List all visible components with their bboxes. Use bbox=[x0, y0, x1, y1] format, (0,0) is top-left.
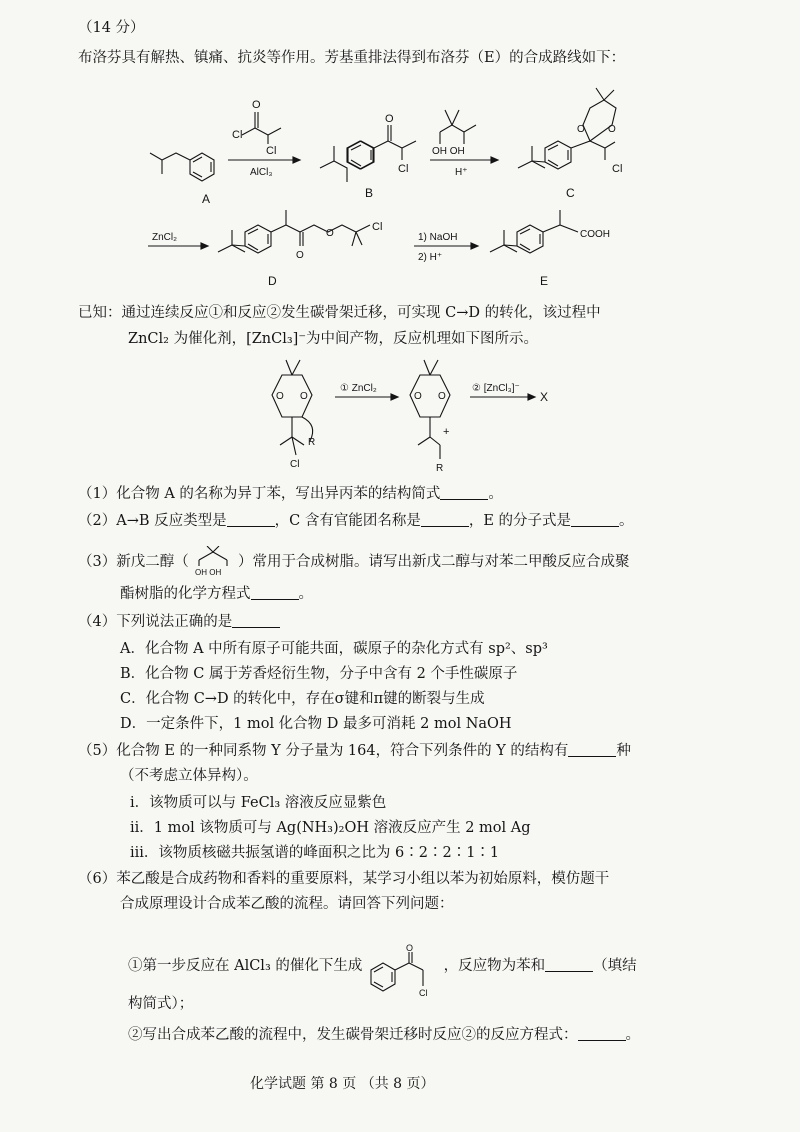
answer-blank[interactable] bbox=[421, 512, 469, 527]
known-line-1: 已知：通过连续反应①和反应②发生碳骨架迁移，可实现 C→D 的转化，该过程中 bbox=[78, 305, 601, 321]
label-E: E bbox=[540, 274, 549, 288]
svg-text:O: O bbox=[385, 113, 394, 125]
svg-text:O: O bbox=[405, 944, 413, 953]
question-6-line-1: （6）苯乙酸是合成药物和香料的重要原料，某学习小组以苯为初始原料，模仿题干 bbox=[78, 871, 610, 887]
reagent-acyl-chloride bbox=[242, 112, 281, 144]
question-6-line-2: 合成原理设计合成苯乙酸的流程。请回答下列问题： bbox=[120, 896, 454, 912]
label-C: C bbox=[566, 186, 575, 200]
svg-text:O: O bbox=[252, 99, 261, 111]
svg-text:O: O bbox=[414, 391, 422, 402]
svg-text:O: O bbox=[608, 124, 616, 135]
svg-text:COOH: COOH bbox=[580, 229, 610, 240]
answer-blank[interactable] bbox=[568, 742, 616, 757]
known-line-2: ZnCl₂ 为催化剂，[ZnCl₃]⁻为中间产物，反应机理如下图所示。 bbox=[128, 331, 538, 347]
svg-text:OH OH: OH OH bbox=[195, 568, 222, 576]
svg-text:+: + bbox=[443, 426, 450, 438]
svg-text:① ZnCl₂: ① ZnCl₂ bbox=[340, 383, 377, 394]
question-5: （5）化合物 E 的一种同系物 Y 分子量为 164，符合下列条件的 Y 的结构有 种 bbox=[78, 743, 631, 759]
option-B: B．化合物 C 属于芳香烃衍生物，分子中含有 2 个手性碳原子 bbox=[120, 666, 518, 682]
svg-text:OH OH: OH OH bbox=[432, 146, 465, 157]
svg-text:O: O bbox=[326, 228, 334, 239]
compound-E-structure bbox=[490, 210, 578, 253]
answer-blank[interactable] bbox=[545, 957, 593, 972]
question-6-part-1: ①第一步反应在 AlCl₃ 的催化下生成 O Cl ，反应物为苯和 （填结 bbox=[128, 944, 637, 998]
question-5-note: （不考虑立体异构）。 bbox=[120, 768, 258, 784]
svg-text:Cl: Cl bbox=[612, 163, 623, 175]
question-4: （4）下列说法正确的是 bbox=[78, 611, 280, 633]
question-2: （2）A→B 反应类型是 ，C 含有官能团名称是 ，E 的分子式是 。 bbox=[78, 513, 634, 529]
synthesis-scheme bbox=[0, 80, 800, 295]
answer-blank[interactable] bbox=[571, 512, 619, 527]
svg-text:Cl: Cl bbox=[232, 129, 243, 141]
question-1: （1）化合物 A 的名称为异丁苯，写出异丙苯的结构简式 。 bbox=[78, 486, 503, 502]
svg-text:Cl: Cl bbox=[372, 221, 383, 233]
svg-text:Cl: Cl bbox=[266, 145, 277, 157]
label-B: B bbox=[365, 186, 374, 200]
question-6-part-2: ②写出合成苯乙酸的流程中，发生碳骨架迁移时反应②的反应方程式： 。 bbox=[128, 1027, 640, 1043]
answer-blank[interactable] bbox=[440, 485, 488, 500]
answer-blank[interactable] bbox=[232, 613, 280, 628]
option-C: C．化合物 C→D 的转化中，存在σ键和π键的断裂与生成 bbox=[120, 691, 485, 707]
label-A: A bbox=[202, 192, 211, 206]
svg-text:O: O bbox=[438, 391, 446, 402]
answer-blank[interactable] bbox=[578, 1026, 626, 1041]
reagent-neopentyl-glycol bbox=[440, 110, 476, 144]
svg-text:② [ZnCl₃]⁻: ② [ZnCl₃]⁻ bbox=[472, 383, 520, 394]
score-label: （14 分） bbox=[78, 20, 145, 36]
neopentyl-glycol-structure bbox=[193, 546, 233, 576]
option-D: D．一定条件下，1 mol 化合物 D 最多可消耗 2 mol NaOH bbox=[120, 716, 512, 732]
compound-C-structure bbox=[518, 88, 616, 169]
option-A: A．化合物 A 中所有原子可能共面，碳原子的杂化方式有 sp²、sp³ bbox=[120, 641, 548, 657]
svg-text:O: O bbox=[296, 250, 304, 261]
svg-text:1) NaOH: 1) NaOH bbox=[418, 232, 458, 243]
label-D: D bbox=[268, 274, 277, 288]
svg-text:Cl: Cl bbox=[290, 459, 300, 470]
answer-blank[interactable] bbox=[227, 512, 275, 527]
svg-text:R: R bbox=[436, 463, 444, 474]
answer-blank[interactable] bbox=[251, 585, 299, 600]
mechanism-diagram bbox=[240, 355, 580, 475]
svg-text:O: O bbox=[300, 391, 308, 402]
question-6-part-1-cont: 构简式）； bbox=[128, 996, 194, 1012]
svg-text:X: X bbox=[540, 390, 549, 404]
svg-text:ZnCl₂: ZnCl₂ bbox=[152, 232, 177, 243]
condition-iii: iii．该物质核磁共振氢谱的峰面积之比为 6∶2∶2∶1∶1 bbox=[130, 845, 500, 861]
svg-text:Cl: Cl bbox=[418, 988, 428, 998]
question-3-line-1: （3）新戊二醇（ OH OH ）常用于合成树脂。请写出新戊二醇与对苯二甲酸反应合成聚 bbox=[78, 546, 629, 576]
svg-text:Cl: Cl bbox=[398, 163, 409, 175]
svg-text:AlCl₃: AlCl₃ bbox=[250, 167, 273, 178]
condition-i: i．该物质可以与 FeCl₃ 溶液反应显紫色 bbox=[130, 795, 387, 811]
svg-text:H⁺: H⁺ bbox=[455, 167, 468, 178]
compound-D-structure bbox=[218, 210, 370, 253]
condition-ii: ii．1 mol 该物质可与 Ag(NH₃)₂OH 溶液反应产生 2 mol Ag bbox=[130, 820, 531, 836]
svg-text:2) H⁺: 2) H⁺ bbox=[418, 252, 443, 263]
question-3-line-2: 酯树脂的化学方程式 。 bbox=[120, 586, 313, 602]
svg-text:R: R bbox=[308, 437, 316, 448]
svg-text:O: O bbox=[276, 391, 284, 402]
chloroacetophenone-structure bbox=[367, 944, 439, 1000]
svg-text:O: O bbox=[577, 124, 585, 135]
intro-text: 布洛芬具有解热、镇痛、抗炎等作用。芳基重排法得到布洛芬（E）的合成路线如下： bbox=[78, 50, 626, 66]
page-footer: 化学试题 第 8 页 （共 8 页） bbox=[250, 1076, 435, 1092]
compound-A-structure bbox=[150, 153, 214, 181]
